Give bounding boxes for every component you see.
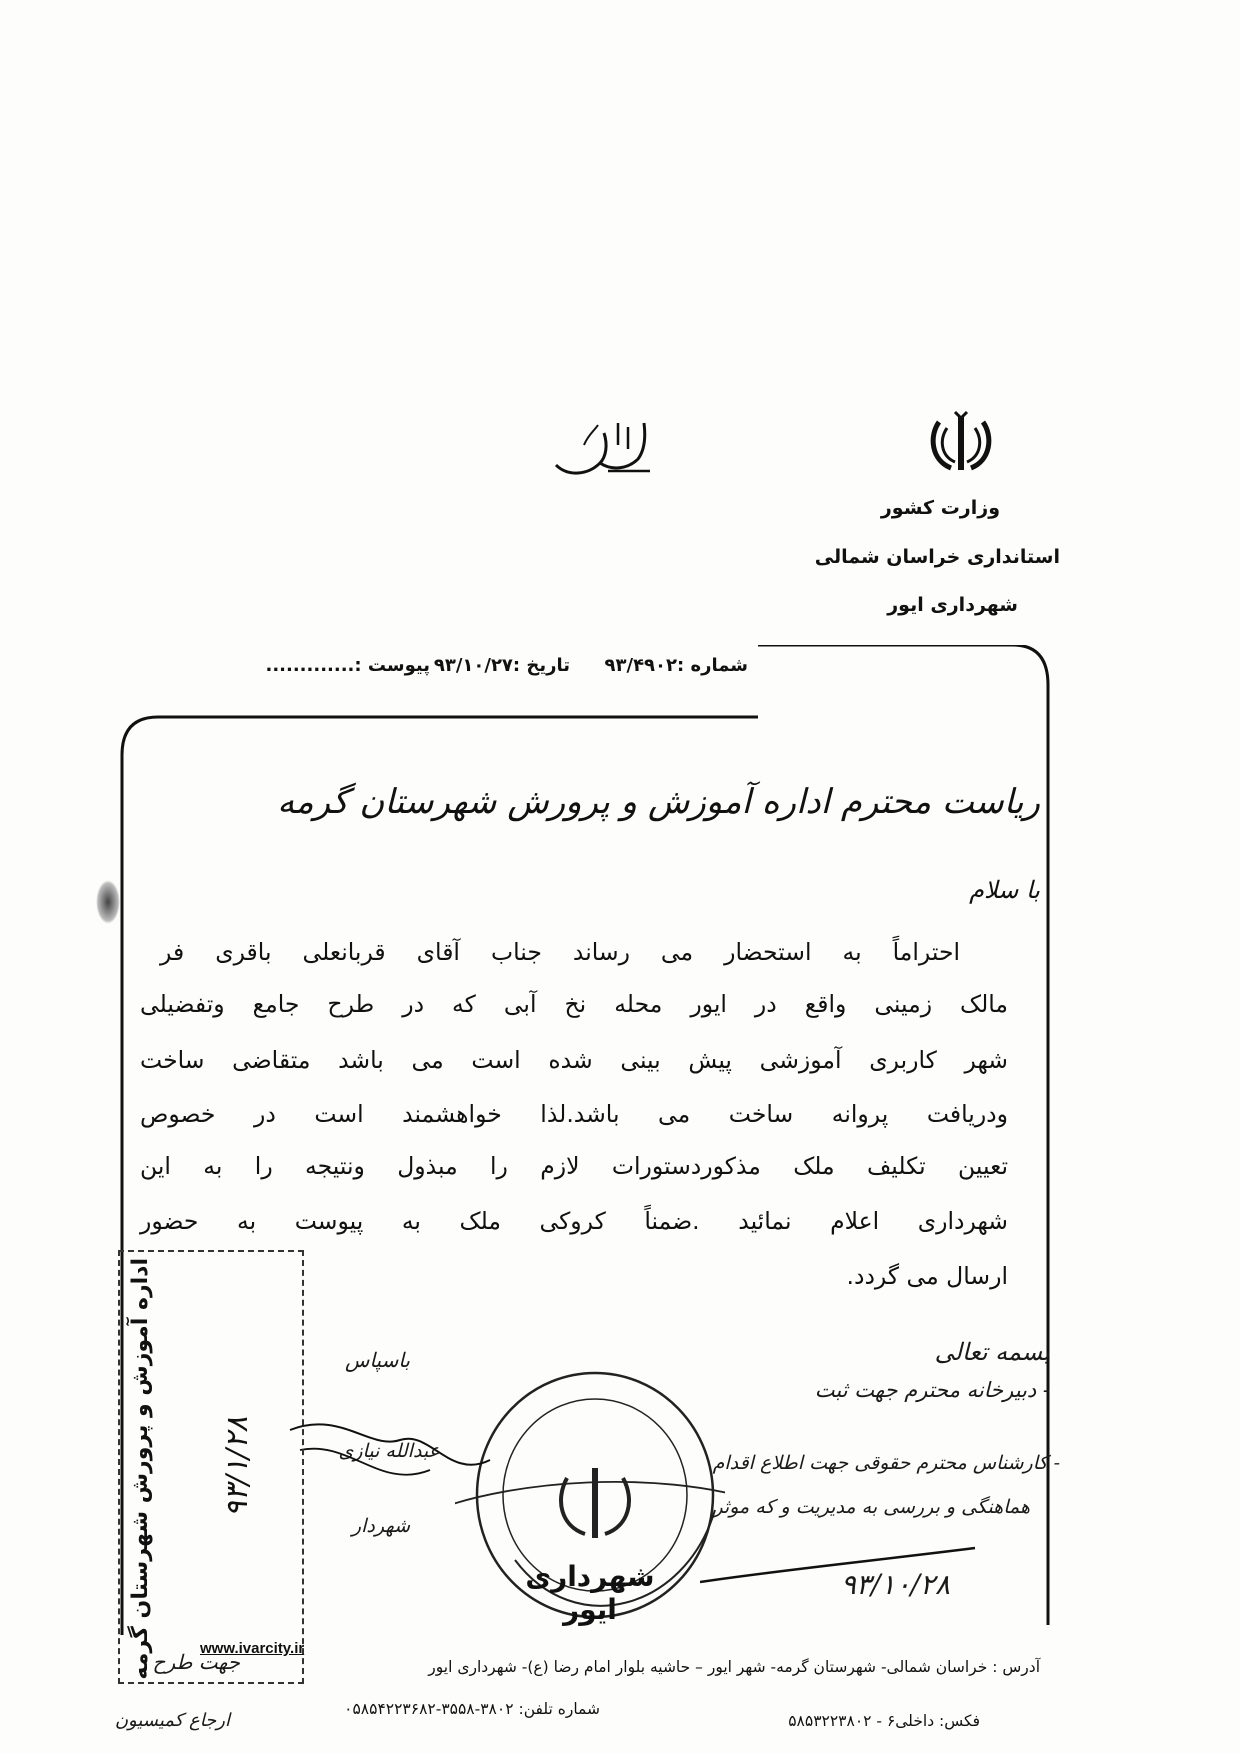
footer-address: آدرس : خراسان شمالی- شهرستان گرمه- شهر ایور – حاشیه بلوار امام رضا (ع)- شهرداری ایور [428,1658,1040,1676]
seal-text: شهرداری ایور [525,1560,655,1626]
body-line: شهرداری اعلام نمائید .ضمناً کروکی ملک به پیوست به حضور [140,1207,1008,1235]
ministry-label: وزارت کشور [880,497,1000,519]
letter-number: شماره :۹۳/۴۹۰۲ [604,655,748,676]
salutation: با سلام [969,876,1040,904]
margin-note: ارجاع کمیسیون [114,1710,230,1731]
receipt-stamp-number: ۹۳/۱/۲۸ [220,1416,255,1518]
handwritten-note: - دبیرخانه محترم جهت ثبت [814,1378,1050,1402]
province-label: استانداری خراسان شمالی [814,546,1060,568]
emblem-icon [925,408,997,480]
signature-scribble [280,1390,500,1510]
signatory-name: عبدالله نیازی [338,1440,440,1462]
body-line: مالک زمینی واقع در ایور محله نخ آبی که در طرح جامع وتفضیلی [140,990,1008,1018]
handwritten-note: بسمه تعالی [934,1338,1050,1366]
municipality-label: شهرداری ایور [887,594,1018,616]
receipt-stamp [118,1250,304,1684]
basmala-calligraphy [548,415,658,485]
letter-attachment: پیوست :............. [265,655,430,676]
punch-hole-mark [96,880,120,924]
letter-date: تاریخ :۹۳/۱۰/۲۷ [433,655,570,676]
recipient: ریاست محترم اداره آموزش و پرورش شهرستان گرمه [277,782,1040,822]
footer-fax: فکس: داخلی۶ - ۵۸۵۳۲۲۳۸۰۲ [788,1712,980,1730]
body-line: تعیین تکلیف ملک مذکوردستورات لازم را مبذول ونتیجه را به این [140,1152,1008,1180]
footer-phone: شماره تلفن: ۳۸۰۲-۳۵۵۸-۰۵۸۵۴۲۲۳۶۸۲ [344,1700,600,1718]
signatory-title: شهردار [351,1515,410,1537]
handwritten-note: - کارشناس محترم حقوقی جهت اطلاع اقدام [712,1452,1060,1474]
body-line: ودریافت پروانه ساخت می باشد.لذا خواهشمند است در خصوص [140,1100,1008,1128]
body-line: شهر کاربری آموزشی پیش بینی شده است می باشد متقاضی ساخت [140,1046,1008,1074]
receipt-stamp-content [120,1252,302,1682]
signature-closing: باسپاس [345,1348,410,1372]
footer-website[interactable]: www.ivarcity.ir [200,1640,305,1657]
handwritten-date: ۹۳/۱۰/۲۸ [840,1568,950,1601]
body-line: احتراماً به استحضار می رساند جناب آقای قربانعلی باقری فر [160,938,960,966]
handwritten-note: هماهنگی و بررسی به مدیریت و که موثر [713,1496,1030,1518]
margin-note: جهت طرح [152,1650,240,1674]
body-line: ارسال می گردد. [846,1262,1008,1290]
receipt-stamp-org: اداره آموزش و پرورش شهرستان گرمه [128,1258,153,1680]
